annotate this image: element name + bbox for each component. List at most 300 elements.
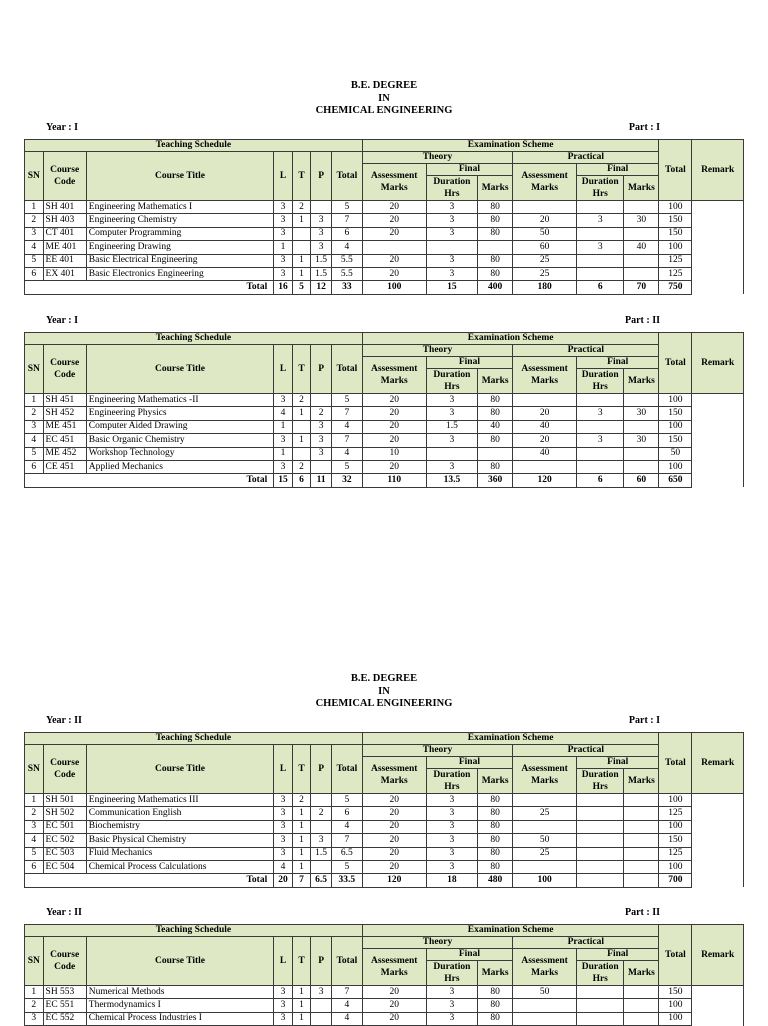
table-cell: EC 552 [43,1012,86,1025]
table-cell: SH 403 [43,214,86,227]
table-cell: 7 [331,986,362,999]
total-cell: 700 [659,874,692,887]
table-cell: 3 [274,999,293,1012]
table-row [25,794,744,807]
teaching-schedule-header: Teaching Schedule [25,733,363,745]
table-cell: 3 [274,254,293,267]
total-cell: 16 [274,281,293,294]
table-row [25,999,744,1012]
table-cell: 3 [274,794,293,807]
course-title-header: Course Title [86,152,273,201]
table-cell [577,986,624,999]
table-cell: 80 [478,227,513,240]
exam-scheme-header: Examination Scheme [362,925,659,937]
table-row [25,847,744,860]
table-cell [624,460,659,473]
sn-header: SN [25,937,44,986]
table-cell: Engineering Mathematics III [86,794,273,807]
table-cell: SH 502 [43,807,86,820]
table-cell [624,794,659,807]
table-cell: 2 [292,460,311,473]
table-cell: 25 [513,254,577,267]
sn-header: SN [25,745,44,794]
table-cell: 3 [426,847,478,860]
table-cell: 6.5 [331,847,362,860]
theory-final-header: Final [426,164,513,176]
table-cell: 6 [25,860,44,873]
total-cell: 650 [659,474,692,487]
table-cell: 20 [362,847,426,860]
table-cell: 3 [274,394,293,407]
table-cell: 80 [478,460,513,473]
table-cell [577,420,624,433]
degree-in: IN [378,92,390,104]
theory-header: Theory [362,937,512,949]
table-cell: 2 [292,201,311,214]
table-cell: 20 [513,214,577,227]
table-cell: 80 [478,1012,513,1025]
table-cell [577,999,624,1012]
table-cell: 20 [362,267,426,280]
table-cell: 3 [426,1012,478,1025]
table-cell: 20 [362,820,426,833]
practical-header: Practical [513,152,659,164]
table-cell: 30 [624,434,659,447]
total-cell: 33 [331,281,362,294]
part-label: Part : II [625,315,660,326]
table-cell: EC 551 [43,999,86,1012]
table-cell: Basic Electrical Engineering [86,254,273,267]
table-cell: 125 [659,847,692,860]
table-cell [577,847,624,860]
table-cell: Basic Physical Chemistry [86,834,273,847]
total-cell: 100 [513,874,577,887]
table-cell: 20 [362,227,426,240]
total-cell: 32 [331,474,362,487]
table-cell: 80 [478,820,513,833]
table-cell: 1.5 [311,267,332,280]
total-cell: 11 [311,474,332,487]
table-cell: 5.5 [331,254,362,267]
table-row [25,820,744,833]
table-cell: 4 [25,241,44,254]
table-cell: 3 [311,834,332,847]
total-cell: 100 [362,281,426,294]
part-label: Part : II [625,907,660,918]
total-cell [577,874,624,887]
total-header: Total [659,140,692,201]
table-cell: Workshop Technology [86,447,273,460]
course-schedule-table [24,332,744,488]
table-cell [577,201,624,214]
course-title-header: Course Title [86,745,273,794]
practical-assessment-header: Assessment Marks [513,757,577,794]
remark-header: Remark [692,333,744,394]
table-cell: Computer Aided Drawing [86,420,273,433]
table-cell: 25 [513,267,577,280]
theory-duration-header: Duration Hrs [426,369,478,394]
table-cell [577,794,624,807]
table-cell: 6 [331,227,362,240]
remark-header: Remark [692,140,744,201]
table-cell: 4 [25,834,44,847]
table-cell: 7 [331,834,362,847]
table-cell: 40 [513,420,577,433]
table-cell [513,201,577,214]
remark-header: Remark [692,733,744,794]
table-cell: 20 [362,986,426,999]
tutorial-header: T [292,745,311,794]
table-cell: 3 [311,447,332,460]
table-cell: Chemical Process Industries I [86,1012,273,1025]
table-cell: 80 [478,999,513,1012]
table-cell: Engineering Chemistry [86,214,273,227]
table-cell: EX 401 [43,267,86,280]
table-cell [577,227,624,240]
table-cell: 2 [25,999,44,1012]
total-row [25,874,744,887]
table-cell: 6 [25,267,44,280]
table-cell: 3 [274,214,293,227]
table-cell: Chemical Process Calculations [86,860,273,873]
table-cell: 3 [426,807,478,820]
table-cell: 25 [513,847,577,860]
table-cell: 1 [292,834,311,847]
table-cell: 7 [331,407,362,420]
table-cell: 3 [426,820,478,833]
table-cell: 3 [311,420,332,433]
table-row [25,447,744,460]
table-cell: 1 [292,847,311,860]
theory-header: Theory [362,345,512,357]
total-cell: 15 [274,474,293,487]
table-row [25,201,744,214]
hours-total-header: Total [331,937,362,986]
table-cell: 20 [513,434,577,447]
total-label: Total [25,474,274,487]
table-cell: 1 [292,860,311,873]
total-header: Total [659,925,692,986]
course-schedule-table [24,732,744,888]
table-cell: Engineering Physics [86,407,273,420]
table-cell: 30 [624,407,659,420]
exam-scheme-header: Examination Scheme [362,140,659,152]
table-cell: 100 [659,460,692,473]
hours-total-header: Total [331,152,362,201]
table-cell: 1 [292,986,311,999]
table-row [25,834,744,847]
lecture-header: L [274,745,293,794]
course-code-header: Course Code [43,937,86,986]
total-label: Total [25,874,274,887]
year-part-label [46,715,660,727]
practical-assessment-header: Assessment Marks [513,164,577,201]
table-cell: 20 [362,1012,426,1025]
table-row [25,407,744,420]
practical-hours-header: P [311,152,332,201]
table-cell: 4 [331,241,362,254]
table-cell: 2 [292,794,311,807]
table-cell: 100 [659,241,692,254]
table-cell: 125 [659,807,692,820]
table-cell: 3 [274,460,293,473]
table-cell: 20 [362,420,426,433]
table-row [25,860,744,873]
total-cell: 6.5 [311,874,332,887]
table-cell: 1 [292,999,311,1012]
practical-final-header: Final [577,357,659,369]
hours-total-header: Total [331,745,362,794]
course-title-header: Course Title [86,345,273,394]
table-cell: 50 [513,834,577,847]
total-cell: 7 [292,874,311,887]
table-cell: ME 401 [43,241,86,254]
practical-duration-header: Duration Hrs [577,769,624,794]
table-cell: 100 [659,420,692,433]
table-cell: 100 [659,794,692,807]
table-cell [624,420,659,433]
table-cell: EC 501 [43,820,86,833]
total-cell: 13.5 [426,474,478,487]
total-cell: 120 [513,474,577,487]
teaching-schedule-header: Teaching Schedule [25,140,363,152]
table-cell: 3 [274,834,293,847]
total-cell: 18 [426,874,478,887]
table-cell: 150 [659,407,692,420]
table-cell: 3 [25,420,44,433]
table-cell: 3 [274,807,293,820]
table-cell [292,420,311,433]
table-cell [311,860,332,873]
table-cell: 60 [513,241,577,254]
table-cell: 3 [274,847,293,860]
exam-scheme-header: Examination Scheme [362,733,659,745]
course-schedule-table [24,139,744,295]
course-code-header: Course Code [43,345,86,394]
table-cell: 20 [362,434,426,447]
table-cell: ME 452 [43,447,86,460]
table-cell: 3 [577,214,624,227]
degree-title: B.E. DEGREE [350,80,418,91]
year-part-label [46,315,660,327]
table-cell: 40 [478,420,513,433]
theory-marks-header: Marks [478,769,513,794]
table-cell: 1 [25,794,44,807]
table-cell [513,794,577,807]
total-cell: 750 [659,281,692,294]
table-cell: 100 [659,860,692,873]
theory-assessment-header: Assessment Marks [362,164,426,201]
practical-hours-header: P [311,745,332,794]
theory-marks-header: Marks [478,961,513,986]
practical-final-header: Final [577,949,659,961]
practical-final-header: Final [577,164,659,176]
table-cell: 20 [362,860,426,873]
tutorial-header: T [292,345,311,394]
table-cell [311,201,332,214]
theory-final-header: Final [426,949,513,961]
table-cell: 4 [331,820,362,833]
table-cell: 4 [274,407,293,420]
total-label: Total [25,281,274,294]
table-cell: 20 [362,807,426,820]
table-cell [513,860,577,873]
table-cell: 4 [331,1012,362,1025]
table-cell [624,847,659,860]
table-cell: Engineering Drawing [86,241,273,254]
table-cell: 3 [274,1012,293,1025]
table-cell [513,999,577,1012]
table-cell: 3 [274,986,293,999]
table-cell: 3 [426,794,478,807]
table-cell: 80 [478,847,513,860]
theory-marks-header: Marks [478,369,513,394]
table-cell: 3 [426,201,478,214]
part-label: Part : I [628,122,660,133]
total-cell: 6 [577,474,624,487]
year-part-label [46,122,660,134]
table-cell: Fluid Mechanics [86,847,273,860]
remark-cell [692,986,744,1026]
table-row [25,986,744,999]
total-cell: 110 [362,474,426,487]
table-cell: 1 [274,420,293,433]
table-cell: 5 [331,794,362,807]
exam-scheme-header: Examination Scheme [362,333,659,345]
practical-assessment-header: Assessment Marks [513,949,577,986]
total-cell: 33.5 [331,874,362,887]
total-cell: 20 [274,874,293,887]
table-cell: 3 [426,407,478,420]
table-cell: 4 [25,434,44,447]
table-cell: 3 [274,267,293,280]
course-code-header: Course Code [43,152,86,201]
table-cell: 4 [331,447,362,460]
table-cell [577,460,624,473]
teaching-schedule-header: Teaching Schedule [25,925,363,937]
table-row [25,227,744,240]
table-cell: 5 [25,847,44,860]
theory-assessment-header: Assessment Marks [362,949,426,986]
table-cell: 80 [478,986,513,999]
table-cell: 20 [362,394,426,407]
total-cell: 120 [362,874,426,887]
practical-hours-header: P [311,345,332,394]
lecture-header: L [274,937,293,986]
table-cell: 1 [274,241,293,254]
table-cell [577,807,624,820]
practical-final-header: Final [577,757,659,769]
table-cell: 1 [292,214,311,227]
table-cell: 3 [426,227,478,240]
table-row [25,394,744,407]
table-cell: 40 [624,241,659,254]
table-cell: Basic Organic Chemistry [86,434,273,447]
year-label: Year : I [46,122,79,133]
year-label: Year : I [46,315,79,326]
year-label: Year : II [46,907,82,918]
table-cell: 3 [25,227,44,240]
table-cell: 4 [274,860,293,873]
practical-hours-header: P [311,937,332,986]
table-cell: 20 [362,834,426,847]
table-cell: 3 [274,820,293,833]
table-row [25,460,744,473]
theory-duration-header: Duration Hrs [426,961,478,986]
year-part-label [46,907,660,919]
table-cell: 10 [362,447,426,460]
table-cell: 80 [478,860,513,873]
table-cell: 2 [25,407,44,420]
page-heading-2 [0,673,768,711]
total-header: Total [659,733,692,794]
table-cell: 20 [362,201,426,214]
table-cell [624,999,659,1012]
table-cell: 3 [311,241,332,254]
table-cell [292,447,311,460]
table-cell: 3 [426,394,478,407]
table-cell: 100 [659,394,692,407]
table-cell: SH 451 [43,394,86,407]
table-cell: ME 451 [43,420,86,433]
tutorial-header: T [292,937,311,986]
table-cell: 40 [513,447,577,460]
program-title: CHEMICAL ENGINEERING [315,105,453,116]
table-cell: 20 [362,407,426,420]
table-cell: 3 [25,820,44,833]
table-cell: 1 [25,394,44,407]
table-cell: 6 [331,807,362,820]
table-cell: 1 [292,434,311,447]
table-cell: 1 [25,986,44,999]
table-cell: CT 401 [43,227,86,240]
total-cell: 360 [478,474,513,487]
table-cell: 150 [659,986,692,999]
table-cell: Engineering Mathematics I [86,201,273,214]
practical-duration-header: Duration Hrs [577,961,624,986]
theory-assessment-header: Assessment Marks [362,357,426,394]
total-cell: 400 [478,281,513,294]
table-cell [624,254,659,267]
table-cell: 80 [478,434,513,447]
table-cell: Numerical Methods [86,986,273,999]
table-cell [577,860,624,873]
total-cell: 480 [478,874,513,887]
table-cell: Applied Mechanics [86,460,273,473]
table-row [25,214,744,227]
theory-final-header: Final [426,757,513,769]
table-cell [513,820,577,833]
table-cell: 2 [25,214,44,227]
theory-header: Theory [362,152,512,164]
tutorial-header: T [292,152,311,201]
table-cell: EC 504 [43,860,86,873]
table-cell: 3 [426,214,478,227]
table-cell: 3 [311,227,332,240]
table-cell: 3 [426,860,478,873]
table-cell: Basic Electronics Engineering [86,267,273,280]
table-cell: 1 [274,447,293,460]
table-cell: 1 [292,254,311,267]
table-cell: 5 [331,201,362,214]
table-cell [478,241,513,254]
table-cell: 150 [659,214,692,227]
table-cell: 7 [331,434,362,447]
table-cell: Biochemistry [86,820,273,833]
table-cell: SH 452 [43,407,86,420]
page-heading-1 [0,80,768,118]
remark-header: Remark [692,925,744,986]
